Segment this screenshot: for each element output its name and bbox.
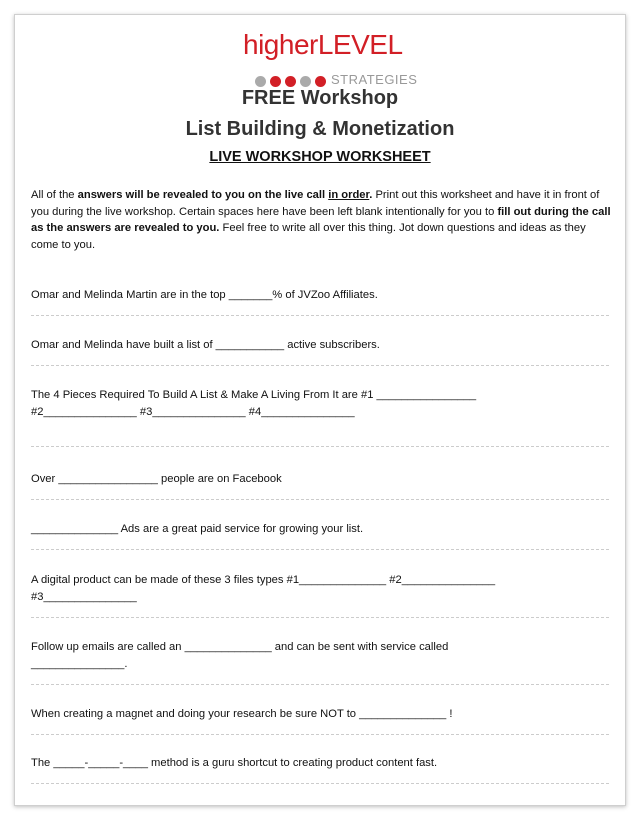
logo-dot — [255, 76, 266, 87]
logo-dot — [315, 76, 326, 87]
question-8: When creating a magnet and doing your research be sure NOT to ______________ ! — [31, 708, 453, 720]
logo-prefix: higher — [243, 29, 318, 60]
company-logo — [243, 30, 423, 90]
intro-text: All of the — [31, 189, 78, 201]
intro-paragraph — [31, 187, 613, 253]
answer-line — [31, 499, 609, 500]
question-5: ______________ Ads are a great paid service for growing your list. — [31, 523, 364, 535]
question-2: Omar and Melinda have built a list of ___________ active subscribers. — [31, 339, 380, 351]
worksheet-page — [14, 14, 626, 806]
question-3: The 4 Pieces Required To Build A List & Make A Living From It are #1 ________________ — [31, 389, 477, 401]
answer-line — [31, 684, 609, 685]
logo-dot — [300, 76, 311, 87]
question-4: Over ________________ people are on Facebook — [31, 473, 282, 485]
logo-dot — [270, 76, 281, 87]
question-3-cont: #2_______________ #3_______________ #4_______________ — [31, 406, 355, 418]
logo-wordmark — [243, 30, 403, 60]
question-6-cont: #3_______________ — [31, 591, 137, 603]
answer-line — [31, 617, 609, 618]
intro-text: Feel free to write all over this thing. Jot down questions and ideas as they come to you. — [31, 222, 586, 251]
question-1: Omar and Melinda Martin are in the top _______% of JVZoo Affiliates. — [31, 289, 378, 301]
intro-bold: . — [369, 189, 373, 201]
answer-line — [31, 549, 609, 550]
page-subtitle: List Building & Monetization — [185, 118, 455, 140]
intro-text: Print out this worksheet and have it in front of you during the live workshop. Certain spaces here have been left blank intentionally for you to — [31, 189, 600, 218]
logo-main: LEVEL — [317, 29, 403, 60]
answer-line — [31, 446, 609, 447]
question-7: Follow up emails are called an ______________ and can be sent with service called — [31, 641, 449, 653]
logo-dot — [285, 76, 296, 87]
logo-subtitle: STRATEGIES — [331, 72, 418, 87]
question-7-cont: _______________. — [31, 658, 128, 670]
answer-line — [31, 734, 609, 735]
answer-line — [31, 783, 609, 784]
page-title: FREE Workshop — [241, 87, 399, 109]
worksheet-heading: LIVE WORKSHOP WORKSHEET — [209, 149, 431, 165]
intro-bold: fill out during the call as the answers are revealed to you. — [31, 205, 611, 234]
intro-bold: answers will be revealed to you on the live call — [77, 189, 329, 201]
answer-line — [31, 315, 609, 316]
answer-line — [31, 365, 609, 366]
intro-underline: in order — [328, 189, 370, 201]
question-9: The _____-_____-____ method is a guru shortcut to creating product content fast. — [31, 757, 438, 769]
question-6: A digital product can be made of these 3 files types #1______________ #2_______________ — [31, 574, 496, 586]
